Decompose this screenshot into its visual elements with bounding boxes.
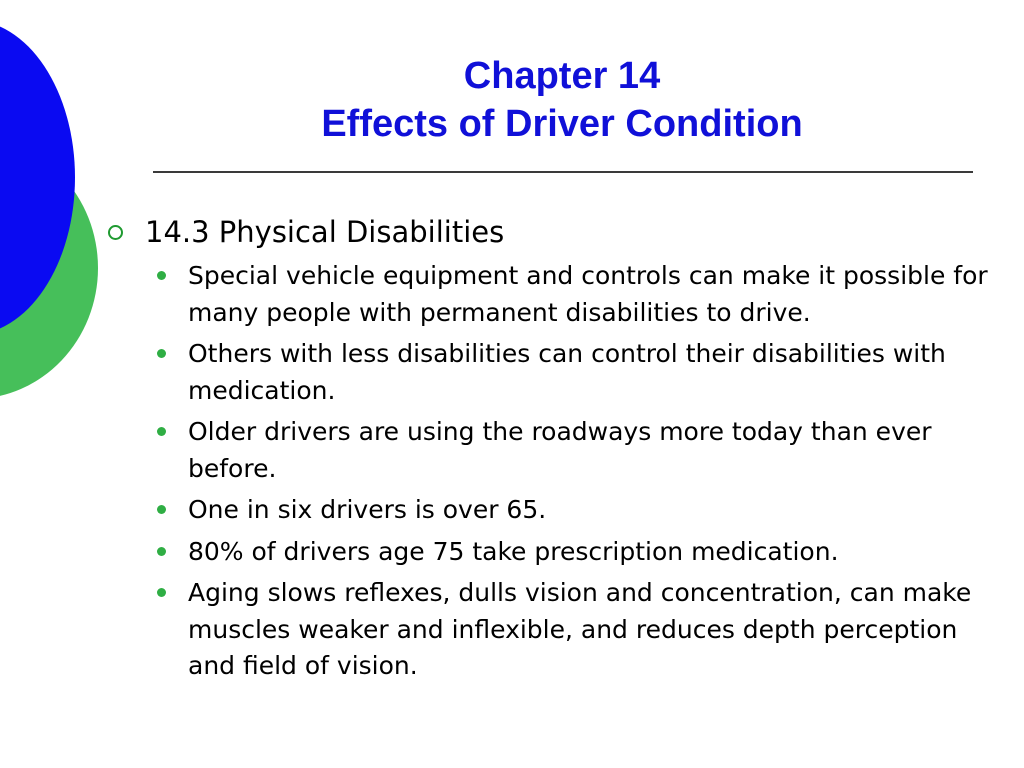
bullet-list bbox=[108, 258, 988, 685]
hollow-circle-bullet-icon bbox=[108, 225, 123, 240]
dot-bullet-icon bbox=[157, 588, 166, 597]
section-heading bbox=[108, 212, 988, 252]
dot-bullet-icon bbox=[157, 349, 166, 358]
list-item-text: Others with less disabilities can control their disabilities with medication. bbox=[188, 339, 946, 405]
slide-content bbox=[108, 212, 988, 690]
section-heading-text: 14.3 Physical Disabilities bbox=[145, 215, 505, 249]
dot-bullet-icon bbox=[157, 547, 166, 556]
list-item bbox=[108, 492, 988, 529]
list-item-text: Aging slows reflexes, dulls vision and concentration, can make muscles weaker and inflexible, and reduces depth perception and field of vision. bbox=[188, 578, 972, 680]
list-item-text: One in six drivers is over 65. bbox=[188, 495, 547, 524]
list-item bbox=[108, 534, 988, 571]
list-item-text: Special vehicle equipment and controls can make it possible for many people with permanent disabilities to drive. bbox=[188, 261, 988, 327]
slide-title bbox=[152, 52, 972, 148]
title-divider bbox=[153, 171, 973, 173]
list-item bbox=[108, 414, 988, 487]
list-item bbox=[108, 258, 988, 331]
list-item bbox=[108, 575, 988, 685]
title-topic: Effects of Driver Condition bbox=[321, 103, 803, 145]
list-item-text: 80% of drivers age 75 take prescription medication. bbox=[188, 536, 839, 566]
dot-bullet-icon bbox=[157, 271, 166, 280]
dot-bullet-icon bbox=[157, 427, 166, 436]
title-chapter: Chapter 14 bbox=[463, 55, 661, 97]
list-item-text: Older drivers are using the roadways more today than ever before. bbox=[188, 417, 932, 483]
list-item bbox=[108, 336, 988, 409]
dot-bullet-icon bbox=[157, 505, 166, 514]
